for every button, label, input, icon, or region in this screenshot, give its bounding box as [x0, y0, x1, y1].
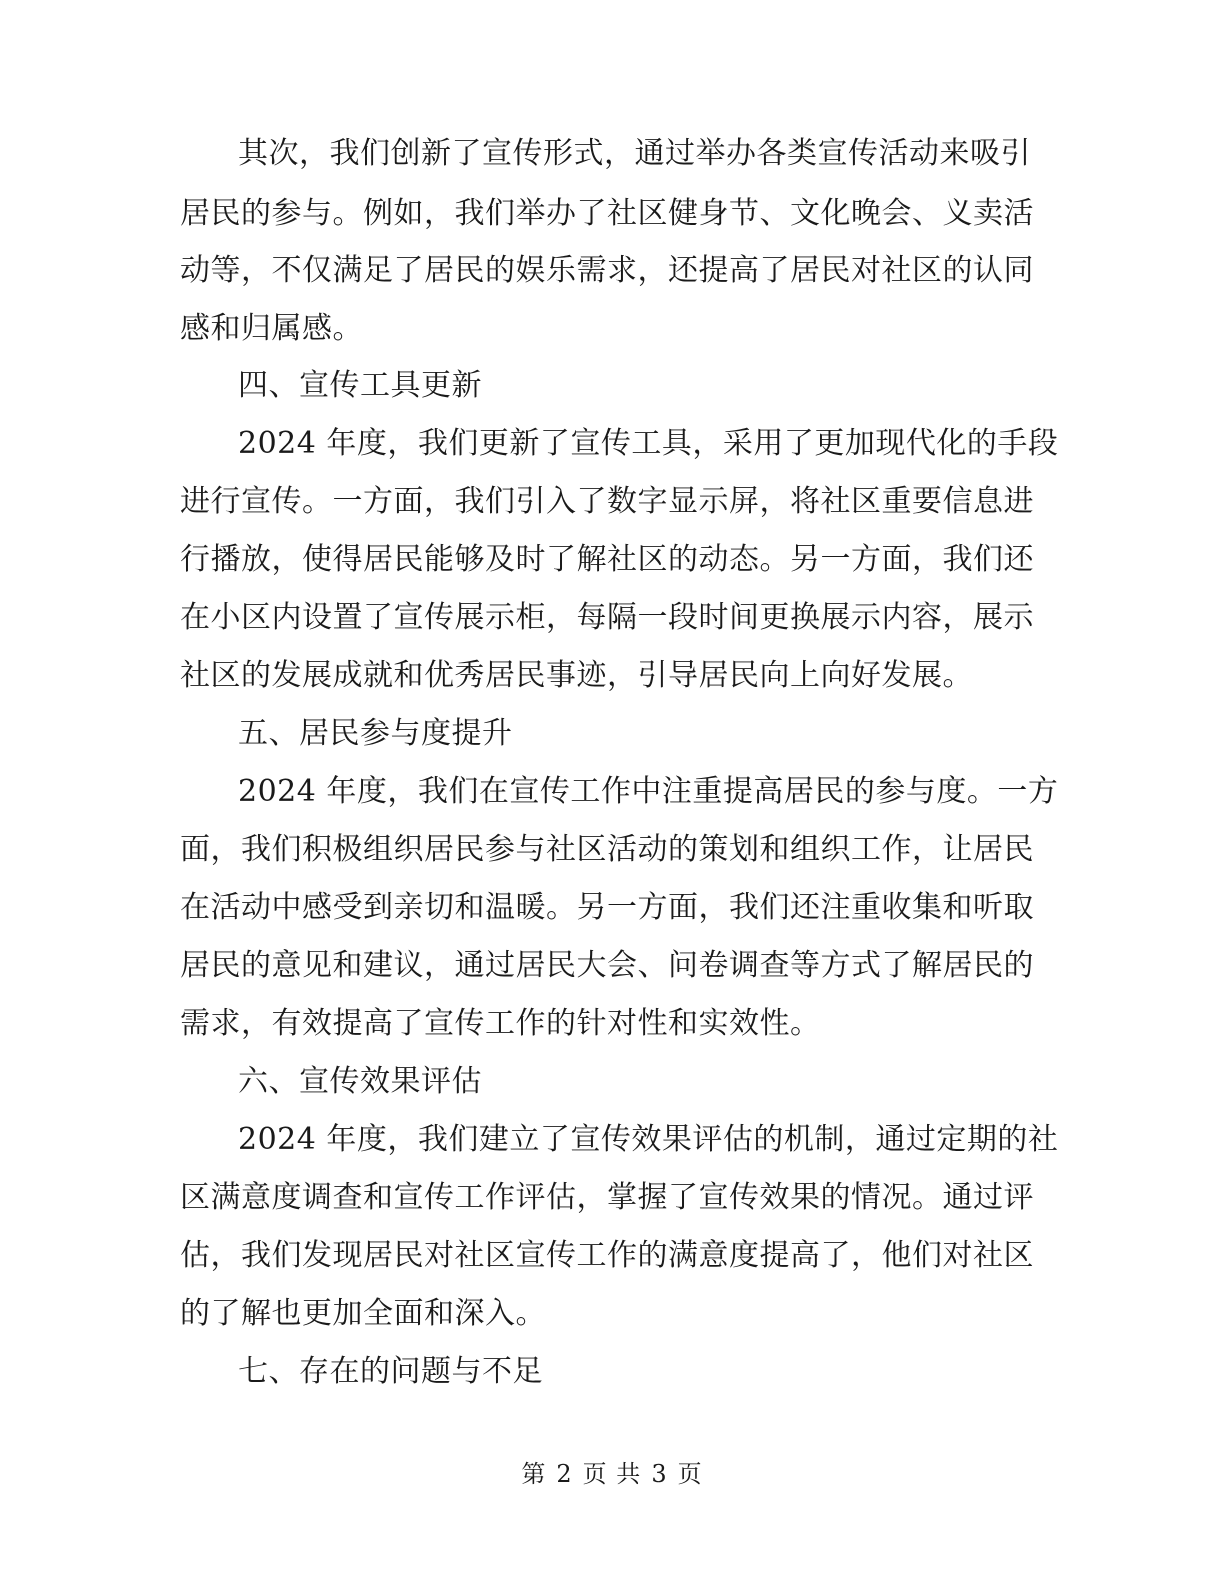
paragraph-line: 面，我们积极组织居民参与社区活动的策划和组织工作，让居民 — [180, 832, 1034, 867]
paragraph-line: 区满意度调查和宣传工作评估，掌握了宣传效果的情况。通过评 — [180, 1180, 1034, 1215]
total-pages-number: 3 — [651, 1460, 668, 1488]
section-heading: 五、居民参与度提升 — [238, 716, 513, 751]
paragraph-line: 在活动中感受到亲切和温暖。另一方面，我们还注重收集和听取 — [180, 890, 1034, 925]
paragraph-line: 感和归属感。 — [180, 311, 363, 346]
section-heading: 七、存在的问题与不足 — [238, 1354, 543, 1389]
section-heading: 四、宣传工具更新 — [238, 368, 482, 403]
paragraph-line: 需求，有效提高了宣传工作的针对性和实效性。 — [180, 1006, 821, 1041]
paragraph-line: 估，我们发现居民对社区宣传工作的满意度提高了，他们对社区 — [180, 1238, 1034, 1273]
paragraph-line: 在小区内设置了宣传展示柜，每隔一段时间更换展示内容，展示 — [180, 600, 1034, 635]
footer-prefix: 第 — [521, 1460, 547, 1488]
paragraph-line: 2024 年度，我们在宣传工作中注重提高居民的参与度。一方 — [238, 774, 1059, 809]
footer-mid: 页 共 — [582, 1460, 642, 1488]
page-footer — [0, 1458, 1224, 1490]
paragraph-line: 其次，我们创新了宣传形式，通过举办各类宣传活动来吸引 — [238, 136, 1031, 171]
paragraph-line: 动等，不仅满足了居民的娱乐需求，还提高了居民对社区的认同 — [180, 253, 1034, 288]
paragraph-line: 2024 年度，我们更新了宣传工具，采用了更加现代化的手段 — [238, 426, 1059, 461]
paragraph-line: 2024 年度，我们建立了宣传效果评估的机制，通过定期的社 — [238, 1122, 1059, 1157]
paragraph-line: 进行宣传。一方面，我们引入了数字显示屏，将社区重要信息进 — [180, 484, 1034, 519]
paragraph-line: 行播放，使得居民能够及时了解社区的动态。另一方面，我们还 — [180, 542, 1034, 577]
section-heading: 六、宣传效果评估 — [238, 1064, 482, 1099]
paragraph-line: 居民的参与。例如，我们举办了社区健身节、文化晚会、义卖活 — [180, 196, 1034, 231]
current-page-number: 2 — [556, 1460, 573, 1488]
paragraph-line: 居民的意见和建议，通过居民大会、问卷调查等方式了解居民的 — [180, 948, 1034, 983]
footer-suffix: 页 — [677, 1460, 703, 1488]
paragraph-line: 的了解也更加全面和深入。 — [180, 1296, 546, 1331]
paragraph-line: 社区的发展成就和优秀居民事迹，引导居民向上向好发展。 — [180, 658, 973, 693]
